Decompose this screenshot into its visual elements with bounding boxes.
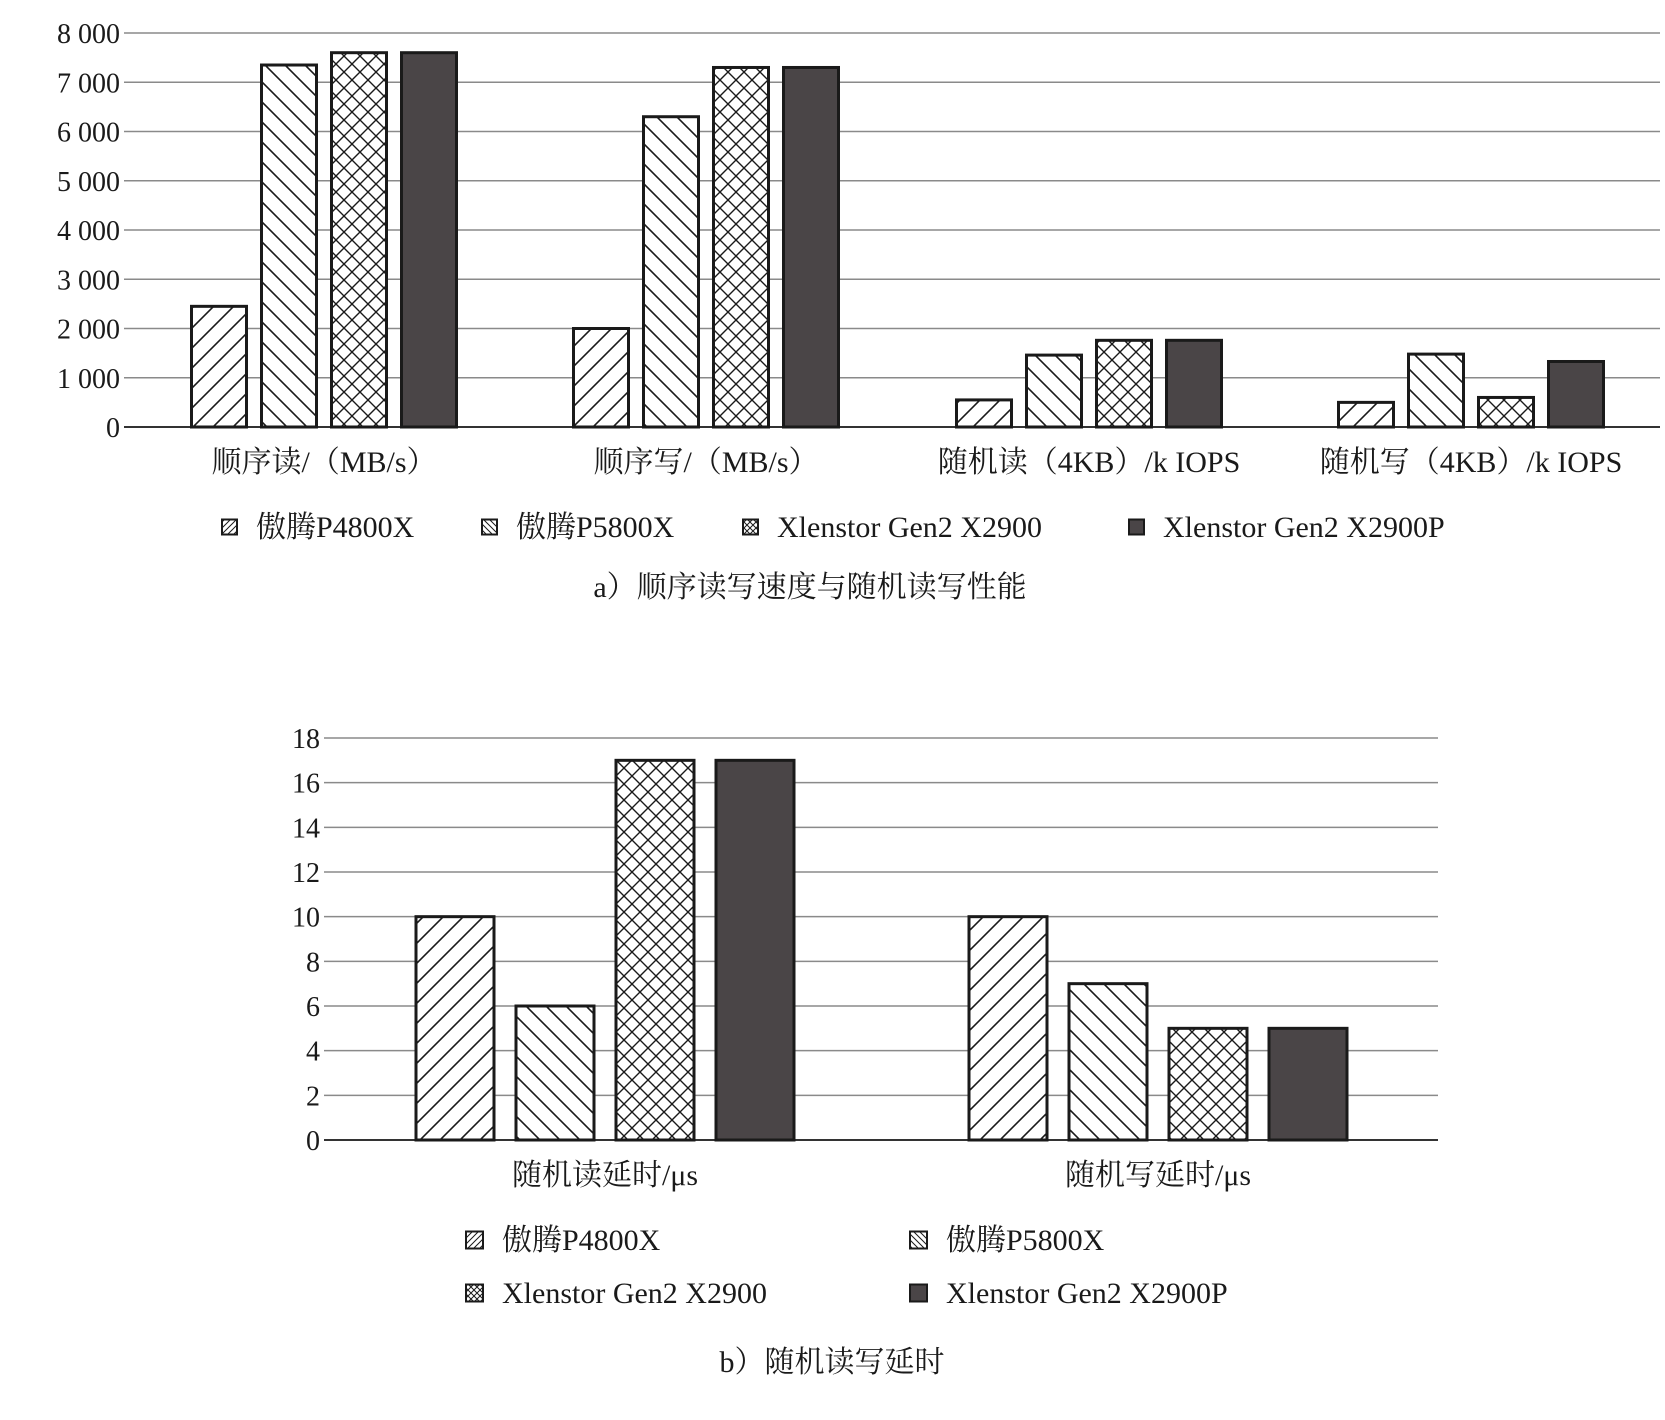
chart-a-category-label: 随机写（4KB）/k IOPS: [1319, 446, 1623, 479]
chart-a-bar-xlenstor-gen2-x2900: [714, 67, 769, 427]
chart-b-bar-xlenstor-gen2-x2900: [1169, 1028, 1247, 1140]
chart-a-bar-xlenstor-gen2-x2900p: [1549, 361, 1604, 427]
chart-a-bar-xlenstor-gen2-x2900p: [784, 67, 839, 427]
chart-a-y-tick-label: 8 000: [57, 19, 120, 50]
chart-b-y-tick-label: 6: [306, 992, 320, 1023]
chart-a-y-tick-label: 0: [106, 413, 120, 444]
chart-a-category-label: 顺序读/（MB/s）: [211, 446, 437, 479]
chart-b-bar-xlenstor-gen2-x2900: [616, 760, 694, 1140]
chart-b-bar-p4800x: [969, 917, 1047, 1140]
chart-b-legend-swatch-p5800x: [910, 1232, 927, 1249]
chart-b-y-tick-label: 12: [292, 858, 320, 889]
chart-a-y-tick-label: 5 000: [57, 166, 120, 198]
chart-a-legend-swatch-xlenstor-gen2-x2900p: [1129, 520, 1144, 535]
chart-b-y-tick-label: 10: [292, 902, 320, 934]
chart-a-category-label: 顺序写/（MB/s）: [593, 446, 819, 479]
chart-a: [57, 19, 1660, 544]
chart-a-legend-label: Xlenstor Gen2 X2900P: [1163, 511, 1445, 544]
chart-b-legend-label: 傲腾P4800X: [502, 1224, 661, 1257]
chart-b-category-label: 随机读延时/μs: [511, 1159, 699, 1192]
chart-a-y-tick-label: 1 000: [57, 363, 120, 395]
chart-b-bar-p4800x: [416, 917, 494, 1140]
chart-a-bar-xlenstor-gen2-x2900p: [1167, 340, 1222, 427]
chart-a-y-tick-label: 7 000: [57, 68, 120, 100]
chart-b-bar-p5800x: [1069, 984, 1147, 1140]
chart-a-bar-p4800x: [1339, 402, 1394, 427]
chart-b-legend-label: Xlenstor Gen2 X2900: [502, 1277, 767, 1310]
chart-b-legend-swatch-p4800x: [466, 1232, 483, 1249]
chart-a-legend-label: 傲腾P5800X: [516, 511, 675, 544]
chart-a-bar-p5800x: [1409, 354, 1464, 427]
chart-b-category-label: 随机写延时/μs: [1064, 1159, 1252, 1192]
chart-b-y-tick-label: 18: [292, 724, 320, 755]
chart-a-legend-swatch-p4800x: [222, 520, 237, 535]
chart-a-y-tick-label: 2 000: [57, 314, 120, 346]
chart-a-bar-p5800x: [644, 117, 699, 427]
chart-a-legend-swatch-xlenstor-gen2-x2900: [743, 520, 758, 535]
chart-b-y-tick-label: 4: [306, 1036, 320, 1068]
chart-a-category-label: 随机读（4KB）/k IOPS: [937, 446, 1241, 479]
chart-a-bar-p5800x: [1027, 355, 1082, 427]
chart-b-bar-p5800x: [516, 1006, 594, 1140]
chart-a-bar-p4800x: [192, 306, 247, 427]
chart-a-bar-xlenstor-gen2-x2900: [1479, 397, 1534, 427]
chart-a-legend-swatch-p5800x: [482, 520, 497, 535]
chart-b-y-tick-label: 2: [306, 1081, 320, 1113]
chart-b-bar-xlenstor-gen2-x2900p: [1269, 1028, 1347, 1140]
chart-b-legend-swatch-xlenstor-gen2-x2900p: [910, 1285, 927, 1302]
chart-a-y-tick-label: 3 000: [57, 265, 120, 297]
chart-b-y-tick-label: 16: [292, 768, 320, 800]
chart-a-bar-p4800x: [957, 400, 1012, 427]
chart-a-y-tick-label: 6 000: [57, 117, 120, 149]
chart-b-caption: b）随机读写延时: [719, 1346, 945, 1379]
chart-a-legend-label: Xlenstor Gen2 X2900: [777, 511, 1042, 544]
chart-b-y-tick-label: 14: [292, 813, 320, 845]
chart-a-bar-xlenstor-gen2-x2900: [1097, 340, 1152, 427]
chart-a-bar-xlenstor-gen2-x2900: [332, 53, 387, 427]
chart-a-y-tick-label: 4 000: [57, 216, 120, 247]
chart-b-y-tick-label: 0: [306, 1126, 320, 1157]
chart-a-bar-p4800x: [574, 329, 629, 428]
chart-b-legend-label: Xlenstor Gen2 X2900P: [946, 1277, 1228, 1310]
chart-b: [292, 724, 1438, 1310]
chart-b-legend-swatch-xlenstor-gen2-x2900: [466, 1285, 483, 1302]
chart-a-legend-label: 傲腾P4800X: [256, 511, 415, 544]
chart-b-bar-xlenstor-gen2-x2900p: [716, 760, 794, 1140]
chart-a-bar-p5800x: [262, 65, 317, 427]
chart-b-y-tick-label: 8: [306, 947, 320, 979]
chart-b-legend-label: 傲腾P5800X: [946, 1224, 1105, 1257]
chart-a-bar-xlenstor-gen2-x2900p: [402, 53, 457, 427]
chart-a-caption: a）顺序读写速度与随机读写性能: [593, 571, 1027, 604]
